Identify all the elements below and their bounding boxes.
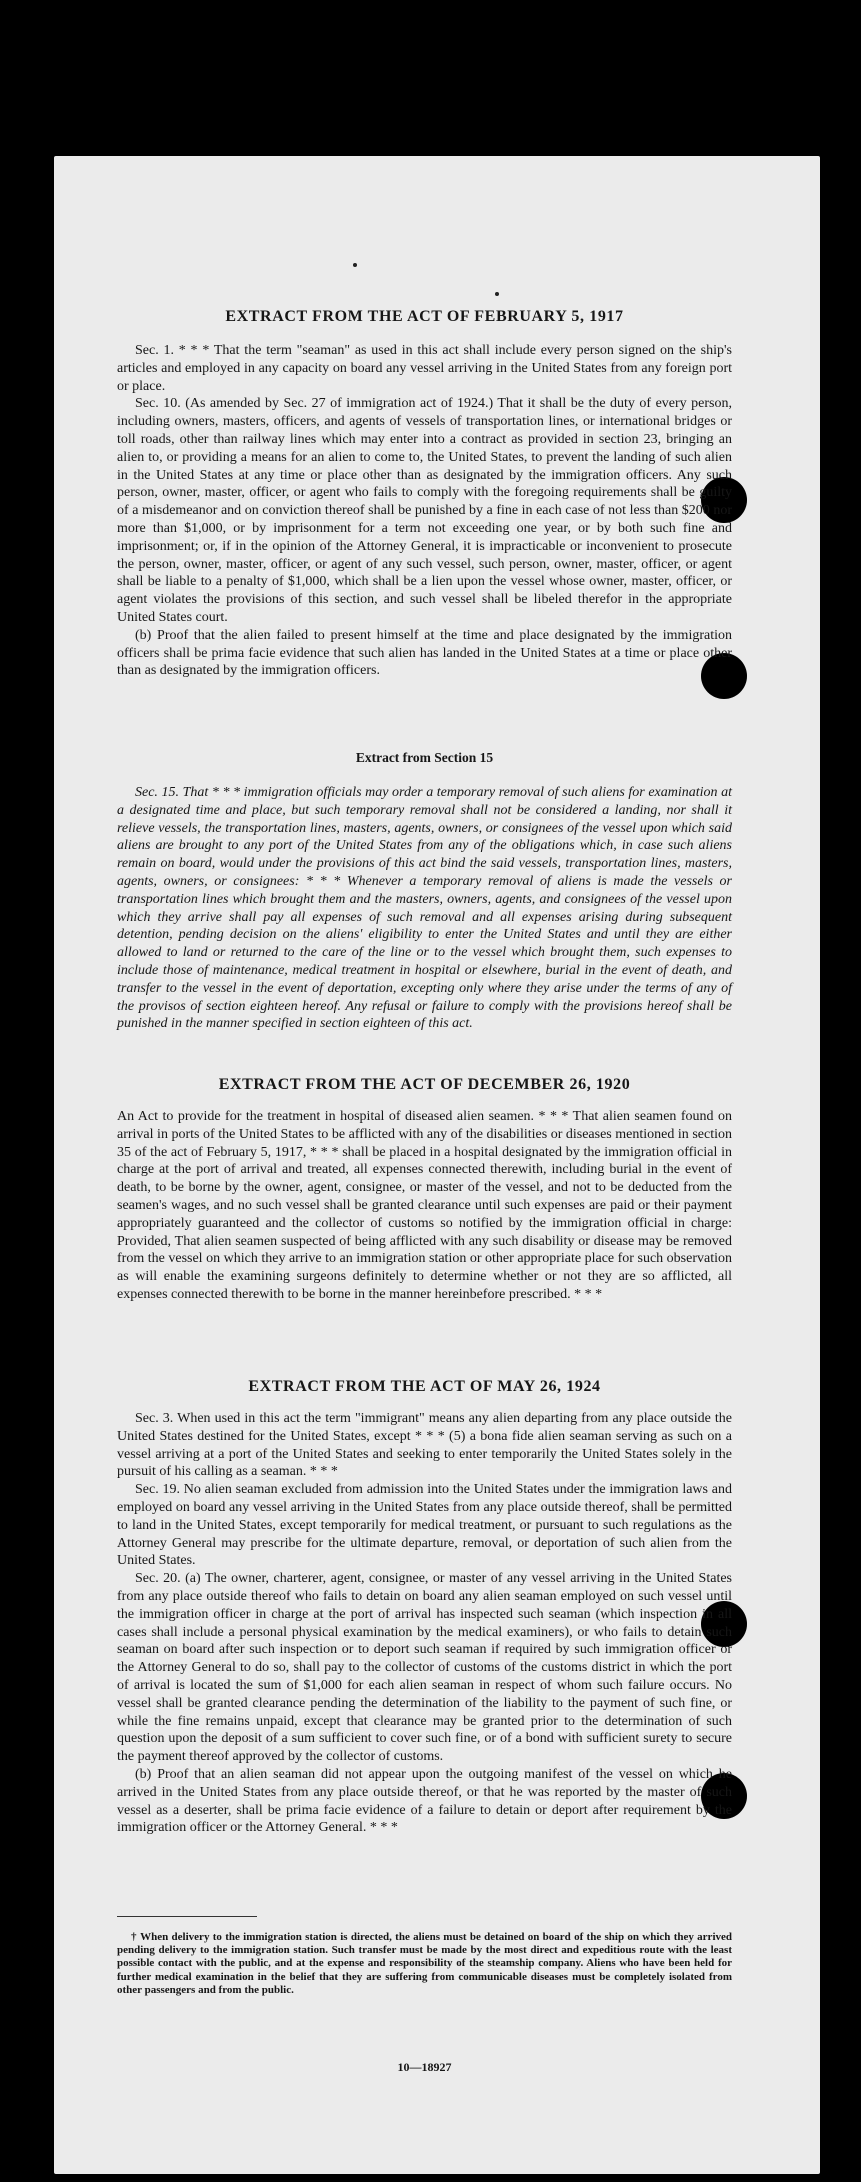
section-extract-15 <box>117 750 732 1033</box>
section-paragraph: Sec. 1. * * * That the term "seaman" as used in this act shall include every person signed on the ship's articles and employed in any capacity on board any vessel arriving in the United States from any foreign port or place. <box>117 343 732 394</box>
section-heading: EXTRACT FROM THE ACT OF DECEMBER 26, 1920 <box>218 1076 631 1093</box>
section-paragraph: Sec. 3. When used in this act the term "immigrant" means any alien departing from any place outside the United States destined for the United States, except * * * (5) a bona fide alien seaman serving as such on a vessel arriving at a port of the United States and seeking to enter temporarily the United States solely in the pursuit of his calling as a seaman. * * * <box>117 1411 732 1480</box>
section-paragraph: Sec. 15. That * * * immigration officials may order a temporary removal of such aliens for examination at a designated time and place, but such temporary removal shall not be considered a landing, nor shall it relieve vessels, the transportation lines, masters, agents, owners, or consignees of the vessel upon which said aliens are brought to any port of the United States from any of the obligations which, in case such aliens remain on board, would under the provisions of this act bind the said vessels, transportation lines, masters, agents, owners, or consignees: * * * Whenever a temporary removal of aliens is made the vessels or transportation lines which brought them and the masters, owners, agents, and consignees of the vessel upon which they arrive shall pay all expenses of such removal and all expenses arising during subsequent detention, pending decision on the aliens' eligibility to enter the United States and until they are either allowed to land or returned to the care of the line or to the vessel which brought them, such expenses to include those of maintenance, medical treatment in hospital or elsewhere, burial in the event of death, and transfer to the vessel in the event of deportation, excepting only where they arise under the terms of any of the provisos of section eighteen hereof. Any refusal or failure to comply with the provisions hereof shall be punished in the manner specified in section eighteen of this act. <box>117 785 732 1032</box>
ink-speck <box>353 263 357 267</box>
section-may-1924 <box>117 1378 732 1837</box>
section-heading: EXTRACT FROM THE ACT OF MAY 26, 1924 <box>248 1378 601 1395</box>
footnote <box>117 1931 732 1997</box>
section-paragraph: (b) Proof that the alien failed to present himself at the time and place designated by the immigration officers shall be prima facie evidence that such alien has landed in the United States at a time or place other than as designated by the immigration officers. <box>117 627 732 679</box>
section-dec-1920 <box>117 1076 732 1304</box>
section-paragraph: An Act to provide for the treatment in hospital of diseased alien seamen. * * * That alien seamen found on arrival in ports of the United States to be afflicted with any of the disabilities or diseases mentioned in section 35 of the act of February 5, 1917, * * * shall be placed in a hospital designated by the immigration official in charge at the port of arrival and treated, all expenses connected therewith, including burial in the event of death, to be borne by the owner, agent, consignee, or master of the vessel, and not to be deducted from the seamen's wages, and no such vessel shall be granted clearance until such expenses are paid or their payment appropriately guaranteed and the collector of customs so notified by the immigration official in charge: Provided, That alien seamen suspected of being afflicted with any such disability or disease may be removed from the vessel on which they arrive to an immigration station or other appropriate place for such observation as will enable the examining surgeons definitely to determine whether or not they are so afflicted, all expenses connected therewith to be borne in the manner hereinbefore prescribed. * * * <box>117 1109 732 1302</box>
section-heading: EXTRACT FROM THE ACT OF FEBRUARY 5, 1917 <box>225 308 624 325</box>
footnote-rule <box>117 1916 257 1917</box>
page-number: 10—18927 <box>397 2060 452 2074</box>
section-paragraph: Sec. 10. (As amended by Sec. 27 of immigration act of 1924.) That it shall be the duty of every person, including owners, masters, officers, and agents of vessels of transportation lines, or international bridges or toll roads, other than railway lines which may enter into a contract as provided in section 23, bringing an alien to, or providing a means for an alien to come to, the United States, to prevent the landing of such alien in the United States at any time or place other than as designated by the immigration officers. Any such person, owner, master, officer, or agent who fails to comply with the foregoing requirements shall be guilty of a misdemeanor and on conviction thereof shall be punished by a fine in each case of not less than $200 nor more than $1,000, or by imprisonment for a term not exceeding one year, or by both such fine and imprisonment; or, if in the opinion of the Attorney General, it is impracticable or inconvenient to prosecute the person, owner, master, officer, or agent of any such vessel, such person, owner, master, officer, or agent shall be liable to a penalty of $1,000, which shall be a lien upon the vessel whose owner, master, officer, or agent violates the provisions of this section, and such vessel shall be libeled therefor in the appropriate United States court. <box>117 396 732 625</box>
footnote-text: † When delivery to the immigration station is directed, the aliens must be detained on board of the ship on which they arrived pending delivery to the immigration station. Such transfer must be made by the most direct and expeditious route with the least possible contact with the public, and at the expense and responsibility of the steamship company. Aliens who have been held for further medical examination in the belief that they are suffering from communicable diseases must be completely isolated from other passengers and from the public. <box>117 1931 732 1996</box>
ink-speck <box>495 292 499 296</box>
section-heading: Extract from Section 15 <box>355 750 494 765</box>
page-footer <box>117 2060 732 2075</box>
section-paragraph: Sec. 20. (a) The owner, charterer, agent, consignee, or master of any vessel arriving in the United States from any place outside thereof who fails to detain on board any alien seaman employed on such vessel until the immigration officer in charge at the port of arrival has inspected such seaman (which inspection in all cases shall include a personal physical examination by the medical examiners), or who fails to detain such seaman on board after such inspection or to deport such seaman if required by such immigration officer or the Attorney General to do so, shall pay to the collector of customs of the customs district in which the port of arrival is located the sum of $1,000 for each alien seaman in respect of whom such failure occurs. No vessel shall be granted clearance pending the determination of the liability to the payment of such fine, or while the fine remains unpaid, except that clearance may be granted prior to the determination of such question upon the deposit of a sum sufficient to cover such fine, or of a bond with sufficient surety to secure the payment thereof approved by the collector of customs. <box>117 1571 732 1765</box>
section-paragraph: Sec. 19. No alien seaman excluded from admission into the United States under the immigration laws and employed on board any vessel arriving in the United States from any place outside thereof, shall be permitted to land in the United States, except temporarily for medical treatment, or pursuant to such regulations as the Attorney General may prescribe for the ultimate departure, removal, or deportation of such alien from the United States. <box>117 1482 732 1569</box>
section-feb-1917 <box>117 308 732 680</box>
section-paragraph: (b) Proof that an alien seaman did not appear upon the outgoing manifest of the vessel on which he arrived in the United States from any place outside thereof, or that he was reported by the master of such vessel as a deserter, shall be prima facie evidence of a failure to detain or deport after requirement by the immigration officer or the Attorney General. * * * <box>117 1766 732 1836</box>
